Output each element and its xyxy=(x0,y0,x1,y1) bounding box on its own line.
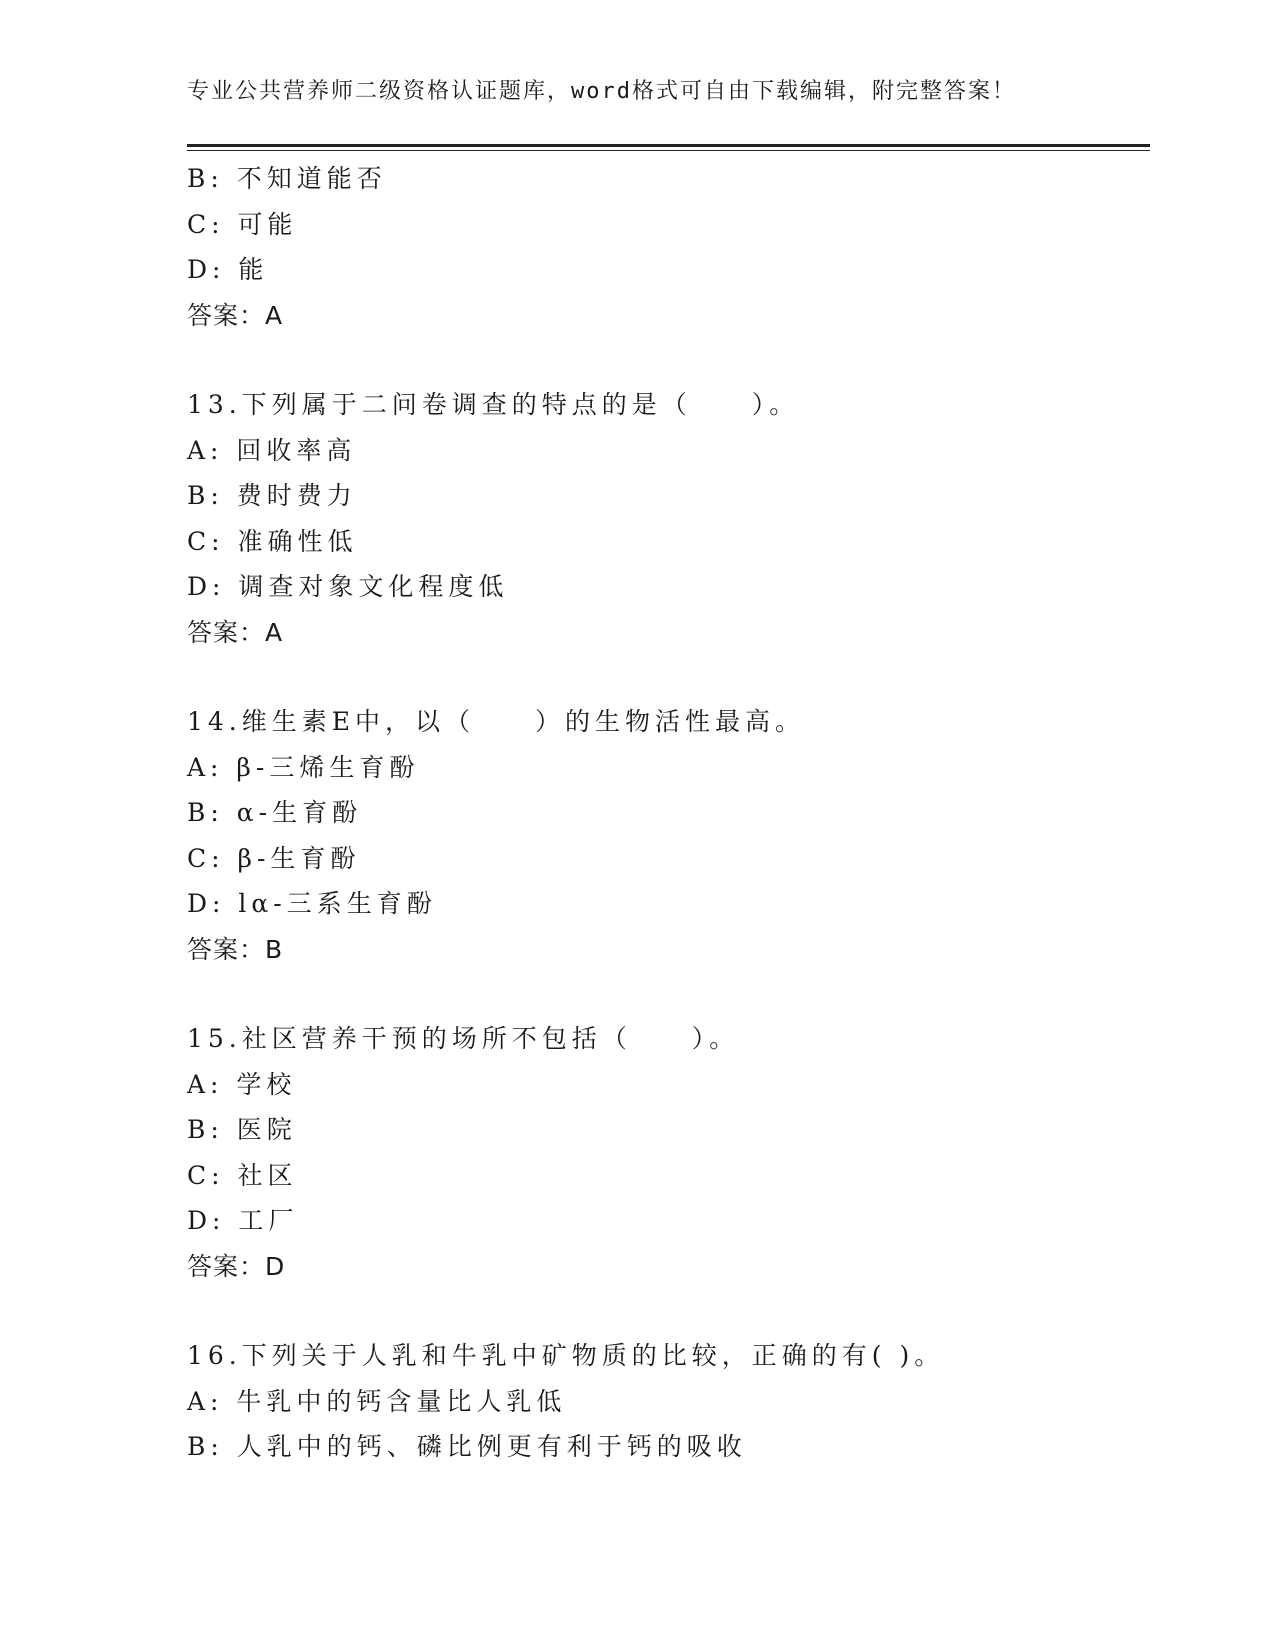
option-c: C: β-生育酚 xyxy=(187,843,361,873)
question-stem: 15.社区营养干预的场所不包括（ ）。 xyxy=(187,1024,740,1053)
answer: 答案：B xyxy=(187,934,284,964)
option-a: A: 回收率高 xyxy=(187,435,357,465)
option-b: B: α-生育酚 xyxy=(187,798,363,827)
answer: 答案：D xyxy=(187,1251,286,1281)
option-b: B: 不知道能否 xyxy=(187,164,387,193)
option-b: B: 费时费力 xyxy=(187,481,357,510)
option-c: C: 准确性低 xyxy=(187,526,358,556)
question-stem: 14.维生素E中，以（ ）的生物活性最高。 xyxy=(187,707,806,736)
option-a: A: 学校 xyxy=(187,1069,297,1099)
option-d: D: 能 xyxy=(187,255,269,284)
header-rule-thin xyxy=(187,150,1150,151)
answer: 答案：A xyxy=(187,617,284,647)
option-a: A: 牛乳中的钙含量比人乳低 xyxy=(187,1386,567,1416)
option-d: D: 工厂 xyxy=(187,1206,299,1235)
page-header: 专业公共营养师二级资格认证题库，word格式可自由下载编辑，附完整答案！ xyxy=(187,79,1016,104)
option-c: C: 社区 xyxy=(187,1160,298,1190)
option-c: C: 可能 xyxy=(187,209,298,239)
option-d: D: 调查对象文化程度低 xyxy=(187,572,509,601)
header-rule-thick xyxy=(187,144,1150,147)
question-15 xyxy=(187,1016,1150,1289)
option-d: D: lα-三系生育酚 xyxy=(187,889,437,918)
answer: 答案：A xyxy=(187,300,284,330)
option-b: B: 医院 xyxy=(187,1115,297,1144)
option-b: B: 人乳中的钙、磷比例更有利于钙的吸收 xyxy=(187,1432,747,1461)
question-14 xyxy=(187,699,1150,972)
option-a: A: β-三烯生育酚 xyxy=(187,752,420,782)
question-stem: 13.下列属于二问卷调查的特点的是（ ）。 xyxy=(187,390,800,419)
question-16 xyxy=(187,1333,1150,1470)
question-stem: 16.下列关于人乳和牛乳中矿物质的比较，正确的有( )。 xyxy=(187,1341,945,1370)
question-13 xyxy=(187,382,1150,655)
question-12-continued xyxy=(187,156,1150,338)
question-list xyxy=(187,156,1150,1470)
